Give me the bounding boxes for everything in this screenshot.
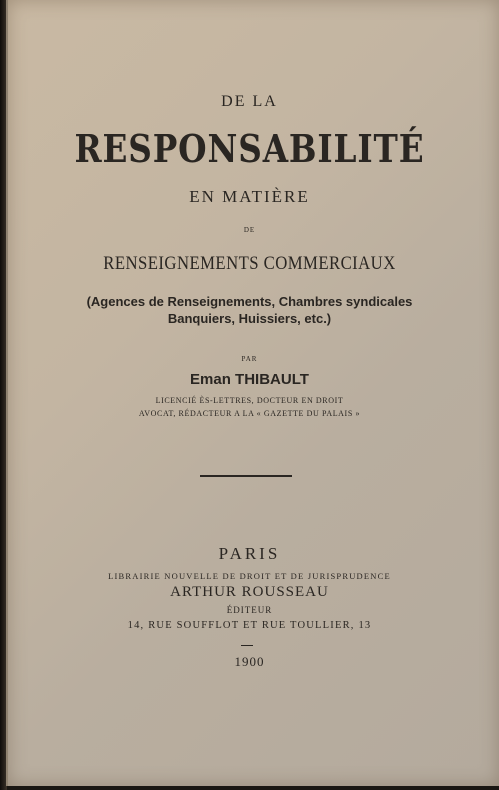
title-connector: EN MATIÈRE: [189, 187, 310, 206]
book-title: RESPONSABILITÉ: [74, 126, 425, 171]
publication-year: 1900: [234, 654, 265, 669]
subtitle-parenthetical-line-1: (Agences de Renseignements, Chambres syndicales: [86, 294, 413, 309]
decorative-dash: [241, 645, 253, 646]
author-name: Eman THIBAULT: [190, 371, 309, 388]
publisher-role: ÉDITEUR: [226, 605, 273, 615]
publisher-address: 14, RUE SOUFFLOT ET RUE TOULLIER, 13: [127, 620, 372, 631]
title-connector-de: DE: [243, 226, 256, 234]
by-label: PAR: [241, 355, 258, 363]
subtitle-parenthetical-line-2: Banquiers, Huissiers, etc.): [167, 311, 332, 326]
book-subtitle: RENSEIGNEMENTS COMMERCIAUX: [103, 253, 396, 274]
publisher-library: LIBRAIRIE NOUVELLE DE DROIT ET DE JURISPRUDENCE: [108, 571, 391, 581]
author-credentials-line-2: AVOCAT, RÉDACTEUR A LA « GAZETTE DU PALAIS »: [138, 409, 361, 418]
publisher-name: ARTHUR ROUSSEAU: [170, 584, 329, 600]
decorative-rule: [200, 475, 292, 477]
title-prefix: DE LA: [221, 93, 278, 110]
author-credentials-line-1: LICENCIÉ ÈS-LETTRES, DOCTEUR EN DROIT: [155, 396, 344, 405]
publication-city: PARIS: [218, 544, 281, 563]
